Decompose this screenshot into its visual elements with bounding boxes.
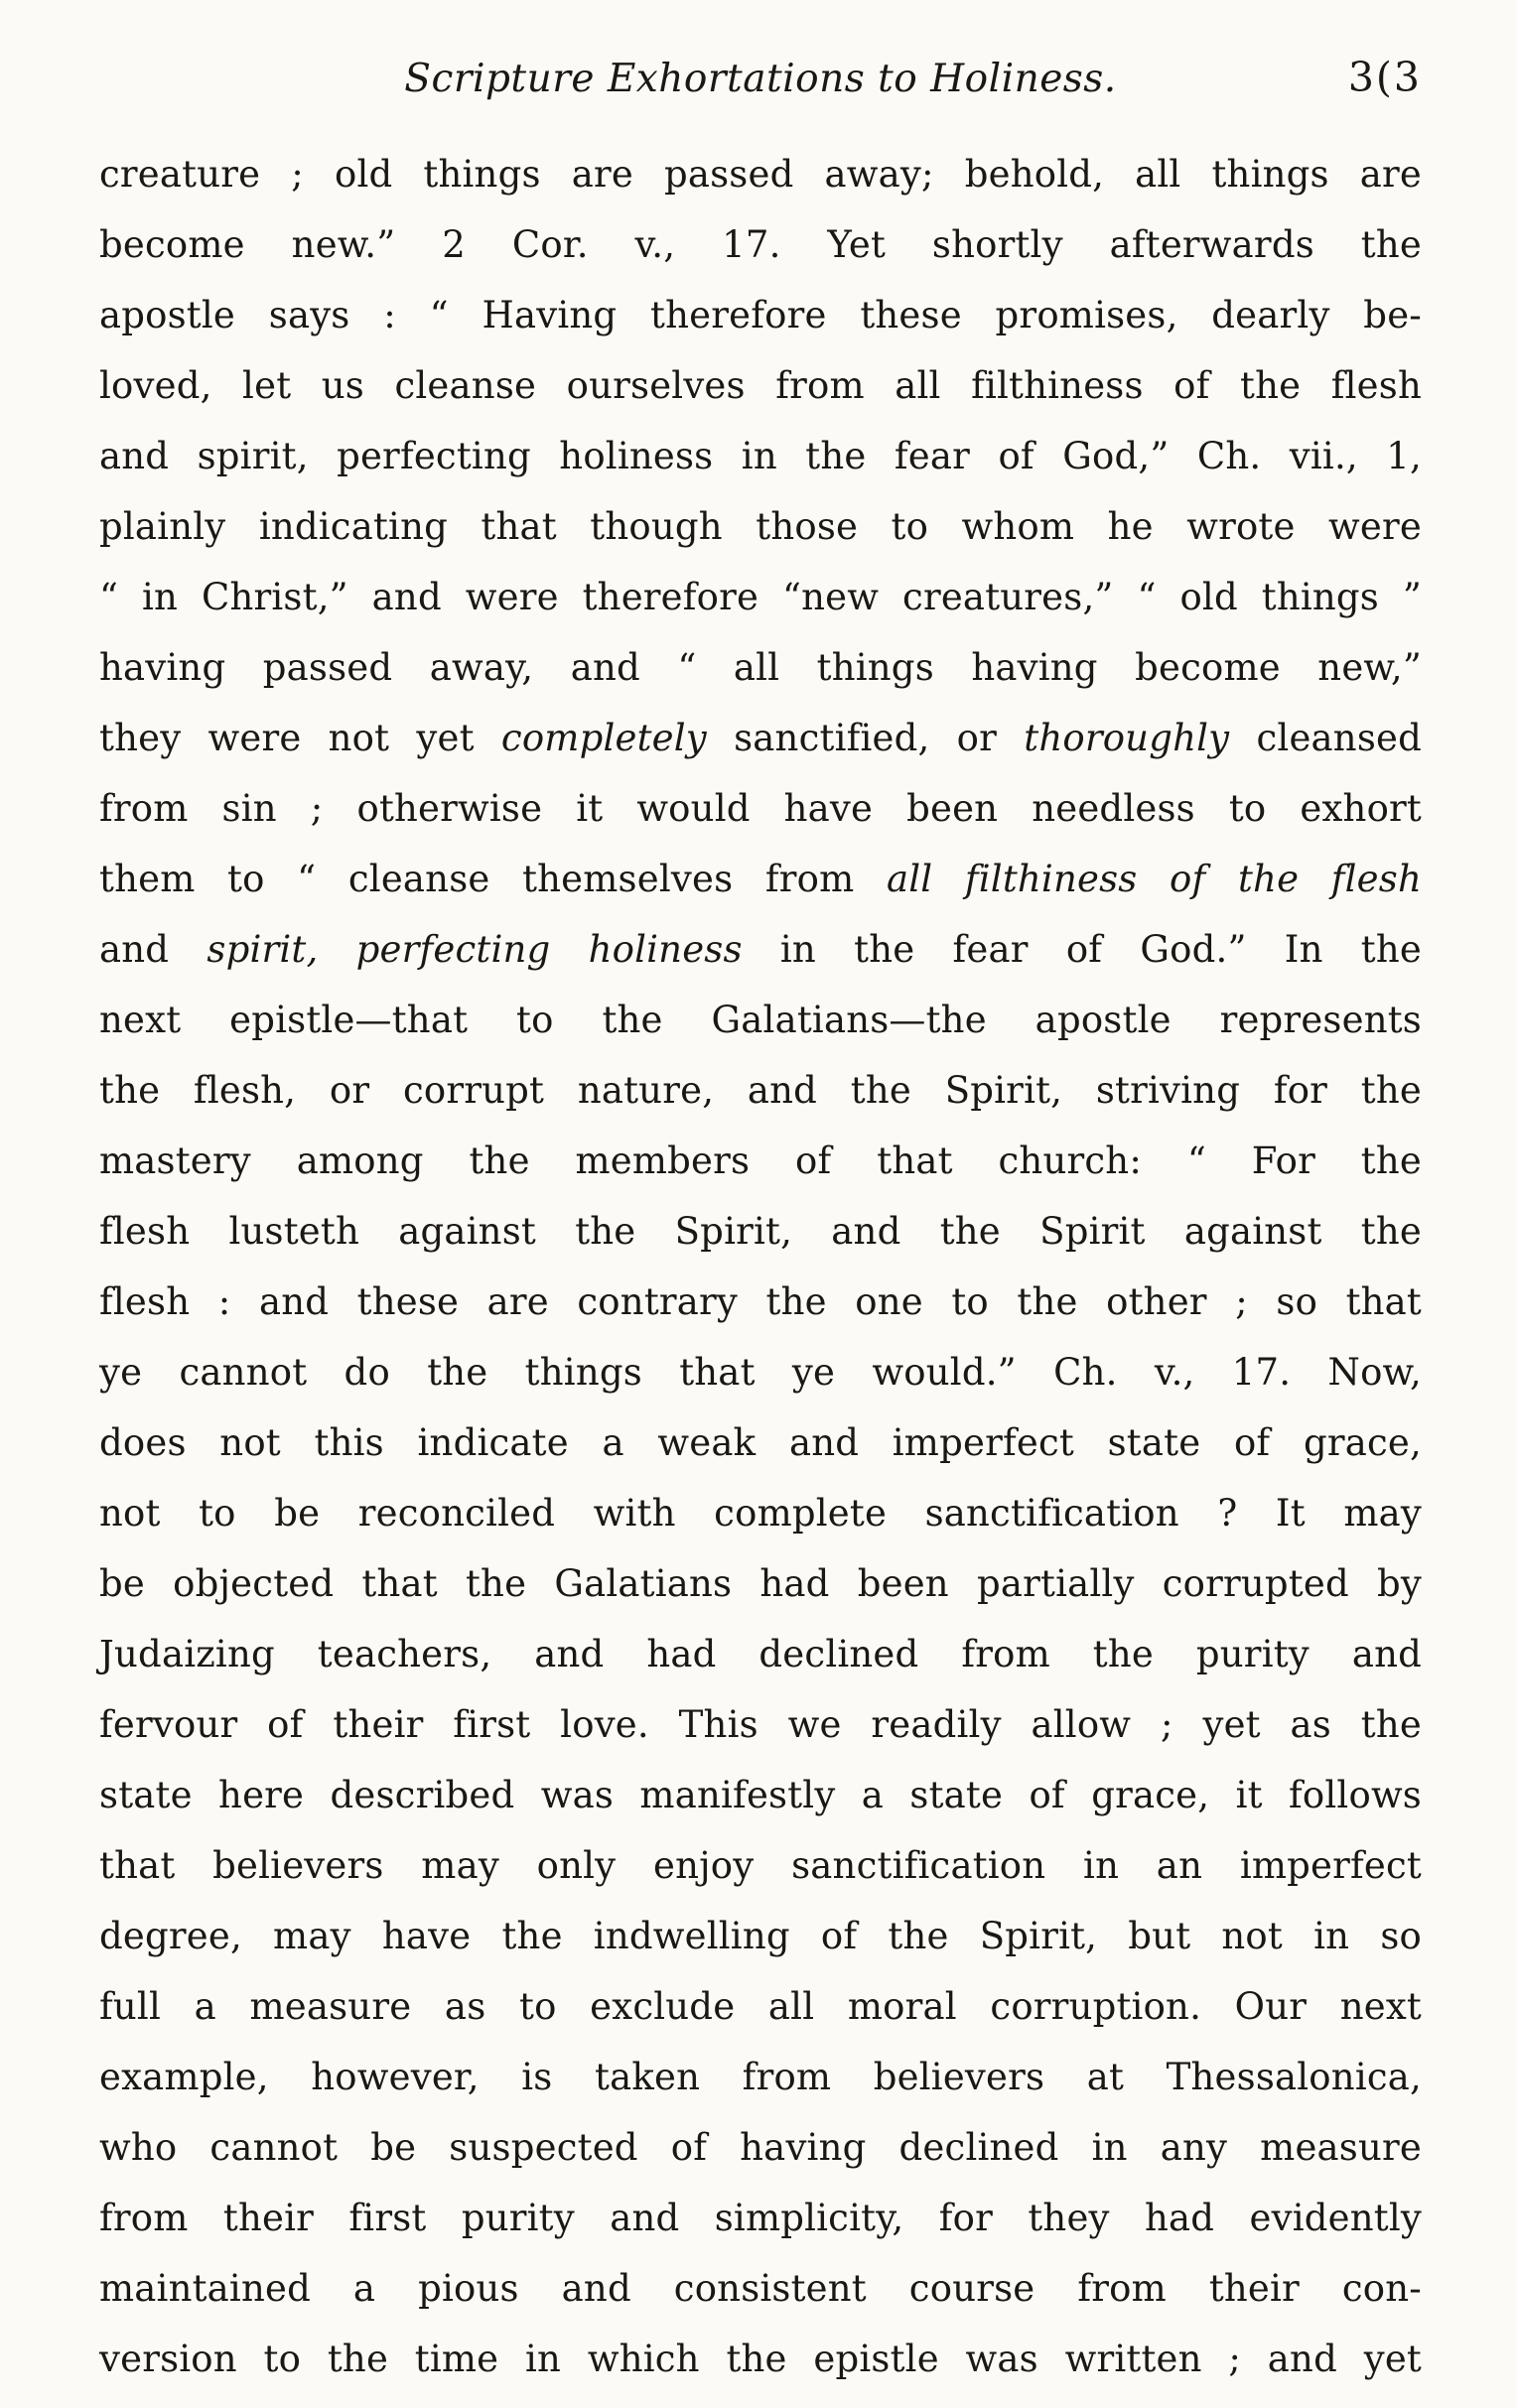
text-line xyxy=(99,139,1422,209)
text-line xyxy=(99,2253,1422,2324)
text-segment: in the fear of God.” In the xyxy=(742,927,1423,971)
text-line xyxy=(99,914,1422,985)
text-segment: having passed away, and “ all things having become new,” xyxy=(99,645,1422,689)
text-segment: creature ; old things are passed away; behold, all things are xyxy=(99,152,1422,196)
text-segment: apostle says : “ Having therefore these promises, dearly be- xyxy=(99,293,1422,336)
page-number: 3(3 xyxy=(1347,54,1422,101)
text-segment: not to be reconciled with complete sanctification ? It may xyxy=(99,1491,1422,1535)
text-line xyxy=(99,1971,1422,2042)
text-segment: the flesh, or corrupt nature, and the Spirit, striving for the xyxy=(99,1068,1422,1112)
text-line xyxy=(99,562,1422,632)
text-line xyxy=(99,1901,1422,1971)
text-line xyxy=(99,985,1422,1055)
italic-emphasis: completely xyxy=(500,716,707,759)
text-segment: them to “ cleanse themselves from xyxy=(99,857,887,900)
text-segment: flesh lusteth against the Spirit, and the Spirit against the xyxy=(99,1209,1422,1253)
page-header xyxy=(99,54,1422,103)
text-segment: cleansed xyxy=(1229,716,1422,759)
text-segment: does not this indicate a weak and imperfect state of grace, xyxy=(99,1420,1422,1464)
text-segment: ye cannot do the things that ye would.” Ch. v., 17. Now, xyxy=(99,1350,1422,1394)
text-segment: degree, may have the indwelling of the Spirit, but not in so xyxy=(99,1914,1422,1957)
text-line xyxy=(99,1407,1422,1478)
text-line xyxy=(99,1830,1422,1901)
text-line xyxy=(99,1689,1422,1760)
text-segment: sanctified, or xyxy=(706,716,1025,759)
text-line xyxy=(99,1196,1422,1267)
text-segment: state here described was manifestly a state of grace, it follows xyxy=(99,1773,1422,1816)
text-line xyxy=(99,1267,1422,1337)
text-line xyxy=(99,2112,1422,2183)
text-line xyxy=(99,350,1422,421)
text-line xyxy=(99,2042,1422,2112)
text-segment: version to the time in which the epistle was written ; and yet xyxy=(99,2337,1422,2380)
text-line xyxy=(99,209,1422,280)
text-line xyxy=(99,421,1422,491)
text-line xyxy=(99,773,1422,844)
text-line xyxy=(99,491,1422,562)
text-line xyxy=(99,1055,1422,1126)
text-segment: become new.” 2 Cor. v., 17. Yet shortly afterwards the xyxy=(99,222,1422,266)
text-segment: and spirit, perfecting holiness in the fear of God,” Ch. vii., 1, xyxy=(99,434,1422,477)
text-line xyxy=(99,1337,1422,1407)
text-segment: from sin ; otherwise it would have been needless to exhort xyxy=(99,786,1422,830)
text-segment: who cannot be suspected of having declined in any measure xyxy=(99,2125,1422,2169)
italic-emphasis: all filthiness of the flesh xyxy=(886,857,1422,900)
text-segment: maintained a pious and consistent course from their con- xyxy=(99,2266,1422,2310)
body-text xyxy=(99,139,1422,2394)
text-segment: from their first purity and simplicity, for they had evidently xyxy=(99,2196,1422,2239)
text-segment: “ in Christ,” and were therefore “new creatures,” “ old things ” xyxy=(99,575,1422,618)
text-line xyxy=(99,1126,1422,1196)
text-segment: Judaizing teachers, and had declined from the purity and xyxy=(99,1632,1422,1675)
text-segment: and xyxy=(99,927,207,971)
text-segment: that believers may only enjoy sanctification in an imperfect xyxy=(99,1843,1422,1887)
text-segment: mastery among the members of that church: “ For the xyxy=(99,1138,1422,1182)
text-segment: plainly indicating that though those to whom he wrote were xyxy=(99,504,1422,548)
text-line xyxy=(99,280,1422,350)
text-line xyxy=(99,844,1422,914)
text-line xyxy=(99,1478,1422,1548)
text-segment: example, however, is taken from believers at Thessalonica, xyxy=(99,2055,1422,2098)
text-segment: next epistle—that to the Galatians—the apostle represents xyxy=(99,998,1422,1041)
text-line xyxy=(99,632,1422,703)
text-segment: flesh : and these are contrary the one to the other ; so that xyxy=(99,1279,1422,1323)
text-segment: full a measure as to exclude all moral corruption. Our next xyxy=(99,1984,1422,2028)
running-title: Scripture Exhortations to Holiness. xyxy=(404,57,1117,101)
text-segment: be objected that the Galatians had been partially corrupted by xyxy=(99,1561,1422,1605)
text-segment: fervour of their first love. This we readily allow ; yet as the xyxy=(99,1702,1422,1746)
text-line xyxy=(99,2183,1422,2253)
text-line xyxy=(99,1760,1422,1830)
italic-emphasis: thoroughly xyxy=(1024,716,1230,759)
text-segment: loved, let us cleanse ourselves from all filthiness of the flesh xyxy=(99,363,1422,407)
text-segment: they were not yet xyxy=(99,716,501,759)
italic-emphasis: spirit, perfecting holiness xyxy=(207,927,743,971)
text-line xyxy=(99,1619,1422,1689)
text-line xyxy=(99,1548,1422,1619)
text-line xyxy=(99,703,1422,773)
text-line xyxy=(99,2324,1422,2394)
